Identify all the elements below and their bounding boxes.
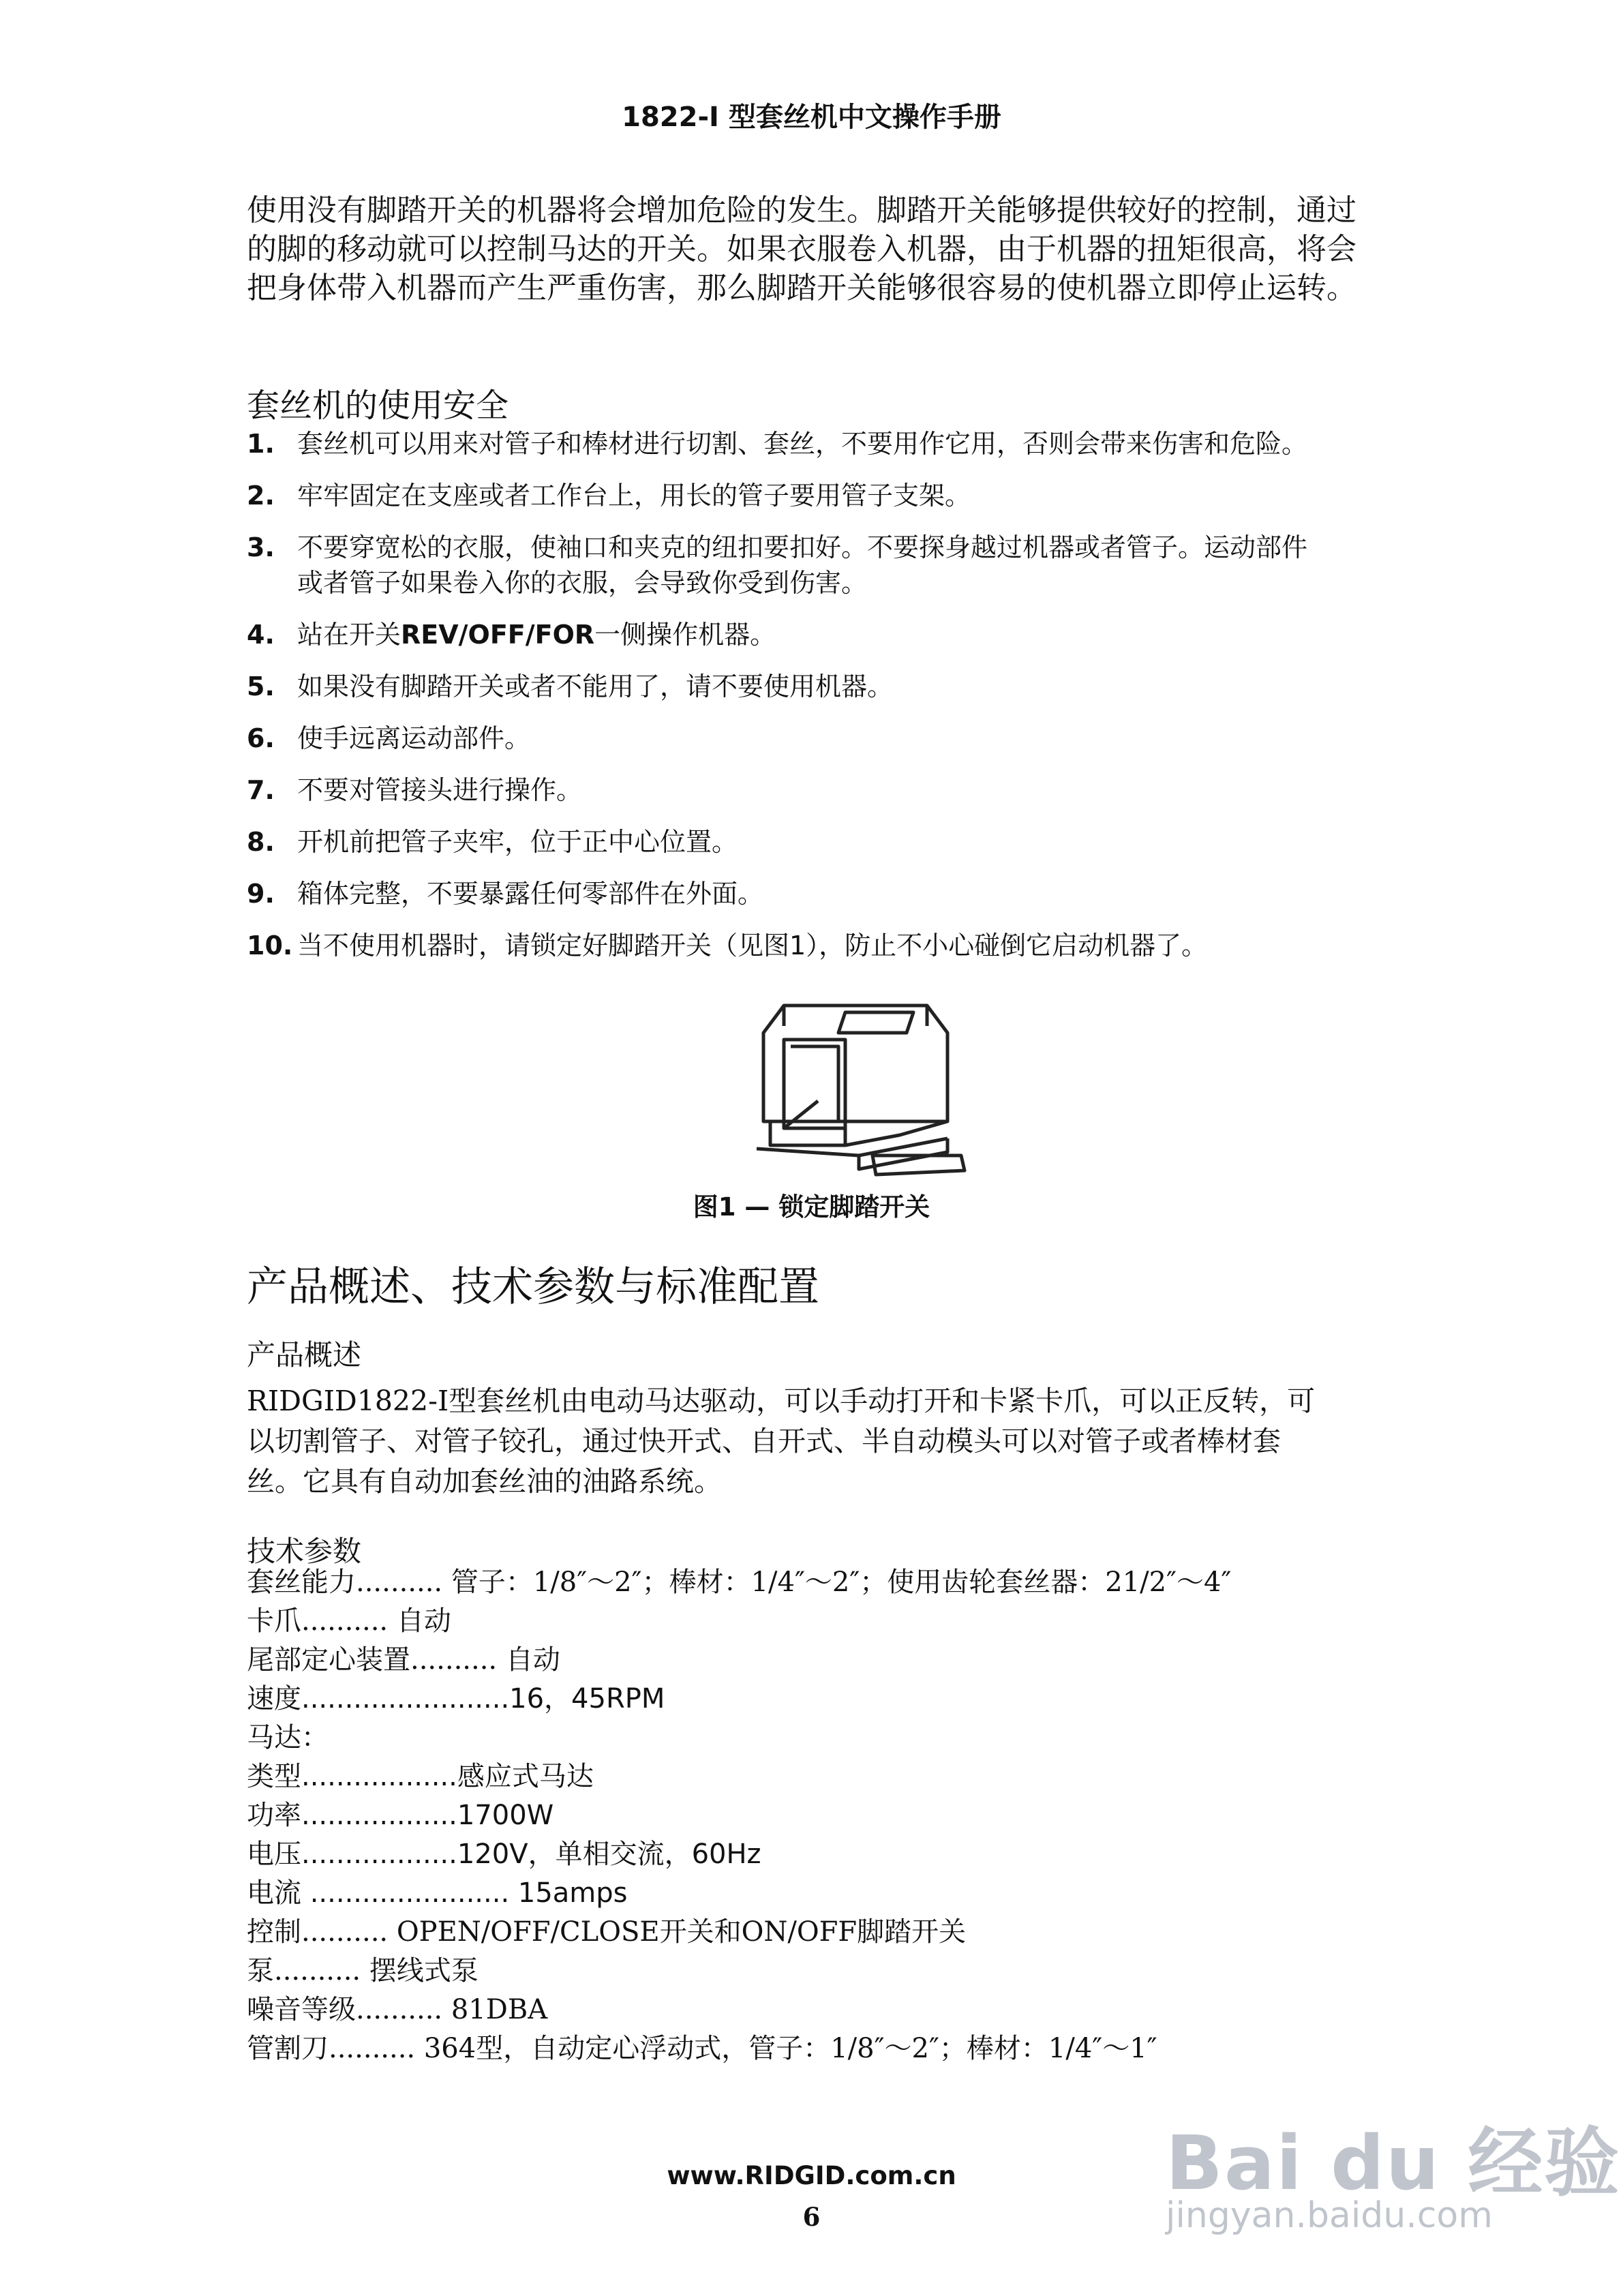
overview-line: 丝。它具有自动加套丝油的油路系统。 [247, 1465, 722, 1498]
list-item-number: 8. [247, 827, 275, 857]
spec-row: 类型..................感应式马达 [247, 1761, 594, 1792]
page-header-title: 1822-I 型套丝机中文操作手册 [622, 102, 1001, 133]
list-item [247, 928, 1406, 963]
spec-row: 噪音等级.......... 81DBA [247, 1994, 548, 2025]
safety-heading: 套丝机的使用安全 [247, 387, 509, 425]
spec-row: 泵.......... 摆线式泵 [247, 1955, 479, 1987]
overview-line: RIDGID1822-I型套丝机由电动马达驱动，可以手动打开和卡紧卡爪，可以正反转，可 [247, 1385, 1316, 1417]
spec-row: 控制.......... OPEN/OFF/CLOSE开关和ON/OFF脚踏开关 [247, 1916, 967, 1948]
list-item-text: 站在开关 [297, 620, 401, 650]
list-item-text: 一侧操作机器。 [594, 620, 776, 650]
intro-line: 把身体带入机器而产生严重伤害，那么脚踏开关能够很容易的使机器立即停止运转。 [247, 271, 1356, 305]
overview-paragraph [247, 1381, 1406, 1502]
list-item [247, 530, 1406, 601]
list-item-text: 箱体完整，不要暴露任何零部件在外面。 [297, 879, 764, 909]
list-item-text: 不要穿宽松的衣服，使袖口和夹克的纽扣要扣好。不要探身越过机器或者管子。运动部件 [297, 532, 1308, 562]
list-item-text: 当不使用机器时，请锁定好脚踏开关（见图1），防止不小心碰倒它启动机器了。 [297, 931, 1208, 961]
section-title: 产品概述、技术参数与标准配置 [247, 1263, 819, 1311]
list-item [247, 876, 1406, 911]
list-item-text: 牢牢固定在支座或者工作台上，用长的管子要用管子支架。 [297, 481, 971, 511]
list-item [247, 721, 1406, 756]
list-item-number: 1. [247, 429, 275, 459]
list-item-text: 或者管子如果卷入你的衣服，会导致你受到伤害。 [297, 568, 868, 598]
list-item-text: 使手远离运动部件。 [297, 723, 531, 753]
spec-row: 电流 ....................... 15amps [247, 1877, 628, 1909]
list-item-number: 9. [247, 879, 275, 909]
list-item-number: 2. [247, 481, 275, 511]
list-item-number: 4. [247, 620, 275, 650]
spec-row: 马达： [247, 1722, 329, 1753]
list-item-text: 套丝机可以用来对管子和棒材进行切割、套丝，不要用作它用，否则会带来伤害和危险。 [297, 429, 1308, 459]
list-item [247, 824, 1406, 860]
spec-row: 套丝能力.......... 管子：1/8″～2″；棒材：1/4″～2″；使用齿轮套丝器：21/2″～4″ [247, 1567, 1232, 1598]
figure-caption: 图1 — 锁定脚踏开关 [693, 1192, 930, 1222]
switch-label: REV/OFF/FOR [401, 620, 595, 650]
list-item-number: 6. [247, 723, 275, 753]
intro-line: 使用没有脚踏开关的机器将会增加危险的发生。脚踏开关能够提供较好的控制，通过 [247, 193, 1356, 228]
spec-row: 速度........................16，45RPM [247, 1683, 665, 1715]
page-number: 6 [802, 2202, 821, 2232]
intro-paragraph [247, 191, 1392, 307]
spec-row: 功率..................1700W [247, 1800, 554, 1831]
list-item-text: 如果没有脚踏开关或者不能用了，请不要使用机器。 [297, 671, 894, 701]
baidu-watermark-logo: Bai du 经验 [1166, 2119, 1621, 2207]
list-item-text: 开机前把管子夹牢，位于正中心位置。 [297, 827, 738, 857]
footer-url: www.RIDGID.com.cn [667, 2161, 956, 2190]
specs-list [247, 1563, 1419, 2068]
list-item-number: 3. [247, 532, 275, 562]
list-item [247, 772, 1406, 808]
spec-row: 管割刀.......... 364型，自动定心浮动式，管子：1/8″～2″；棒材：1/4″～1″ [247, 2033, 1157, 2064]
overview-heading: 产品概述 [247, 1338, 362, 1372]
spec-row: 卡爪.......... 自动 [247, 1605, 451, 1637]
list-item [247, 478, 1406, 513]
list-item [247, 617, 1406, 652]
list-item-text: 不要对管接头进行操作。 [297, 775, 583, 805]
list-item-number: 10. [247, 931, 293, 961]
list-item [247, 669, 1406, 704]
foot-switch-illustration [743, 992, 968, 1190]
intro-line: 的脚的移动就可以控制马达的开关。如果衣服卷入机器，由于机器的扭矩很高，将会 [247, 232, 1356, 267]
list-item-number: 7. [247, 775, 275, 805]
spec-row: 电压..................120V，单相交流，60Hz [247, 1839, 761, 1870]
overview-line: 以切割管子、对管子铰孔，通过快开式、自开式、半自动模头可以对管子或者棒材套 [247, 1425, 1281, 1457]
specs-heading: 技术参数 [247, 1535, 362, 1568]
list-item-number: 5. [247, 671, 275, 701]
spec-row: 尾部定心装置.......... 自动 [247, 1644, 560, 1676]
baidu-watermark-site: jingyan.baidu.com [1166, 2195, 1493, 2236]
list-item [247, 426, 1406, 462]
safety-list [247, 426, 1406, 980]
